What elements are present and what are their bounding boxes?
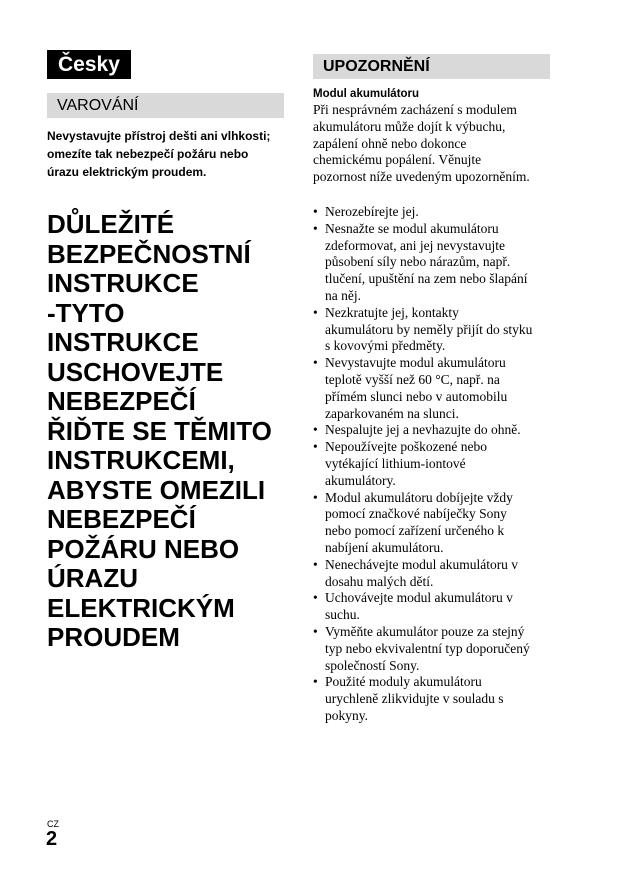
bullet-line: suchu. (325, 607, 360, 623)
bullet-line: • Vyměňte akumulátor pouze za stejný (325, 623, 525, 639)
bullet-line: • Použité moduly akumulátoru (325, 674, 482, 690)
bullet-line: akumulátoru by neměly přijít do styku (325, 321, 533, 337)
bullet-line: • Nespalujte jej a nevhazujte do ohně. (325, 422, 521, 438)
bullet-line: • Nepoužívejte poškozené nebo (325, 439, 487, 455)
heading-line: INSTRUKCE (47, 327, 199, 357)
language-tab: Česky (47, 50, 131, 79)
caution-bullet (313, 355, 558, 422)
bullet-line: urychleně zlikvidujte v souladu s (325, 691, 504, 707)
heading-line: ÚRAZU (47, 563, 138, 593)
intro-line: akumulátoru může dojít k výbuchu, (313, 118, 506, 134)
bullet-line: • Modul akumulátoru dobíjejte vždy (325, 489, 513, 505)
caution-bullet (313, 439, 558, 489)
bullet-line: dosahu malých dětí. (325, 573, 434, 589)
warning-text: Nevystavujte přístroj dešti ani vlhkosti; omezíte tak nebezpečí požáru nebo úrazu elektrickým proudem. (47, 129, 271, 179)
caution-bullet (313, 590, 558, 624)
safety-heading (47, 210, 292, 653)
intro-line: zapálení ohně nebo dokonce (313, 135, 467, 151)
bullet-line: společností Sony. (325, 657, 420, 673)
heading-line: POŽÁRU NEBO (47, 533, 240, 564)
heading-line: INSTRUKCE (47, 268, 199, 298)
caution-bullet (313, 624, 558, 674)
bullet-line: zaparkovaném na slunci. (325, 405, 459, 421)
bullet-line: typ nebo ekvivalentní typ doporučený (325, 640, 530, 656)
bullet-line: nebo pomocí zařízení určeného k (325, 523, 505, 539)
bullet-line: nabíjení akumulátoru. (325, 539, 444, 555)
bullet-line: akumulátory. (325, 472, 396, 488)
bullet-line: • Nerozebírejte jej. (325, 203, 419, 219)
caution-intro (313, 102, 558, 186)
bullet-line: pokyny. (325, 707, 368, 723)
bullet-line: působení síly nebo nárazům, např. (325, 254, 511, 270)
caution-bullet (313, 557, 558, 591)
heading-line: ŘIĎTE SE TĚMITO (47, 415, 272, 446)
heading-line: ELEKTRICKÝM (47, 592, 235, 623)
intro-line: chemickému popálení. Věnujte (313, 152, 482, 168)
warning-label-bar: VAROVÁNÍ (47, 93, 284, 118)
heading-line: -TYTO (47, 297, 125, 328)
bullet-line: vytékající lithium-iontové (325, 455, 466, 471)
bullet-line: • Nenechávejte modul akumulátoru v (325, 556, 519, 572)
heading-line: INSTRUKCEMI, (47, 445, 235, 475)
bullet-line: tlučení, upuštění na zem nebo šlapání (325, 271, 528, 287)
bullet-line: zdeformovat, ani jej nevystavujte (325, 237, 505, 253)
page-number: 2 (46, 828, 58, 850)
bullet-line: • Uchovávejte modul akumulátoru v (325, 590, 513, 606)
caution-bullet (313, 490, 558, 557)
caution-bullet (313, 674, 558, 724)
intro-line: pozornost níže uvedeným upozorněním. (313, 169, 530, 185)
heading-line: DŮLEŽITÉ (47, 209, 175, 239)
bullet-line: na něj. (325, 287, 361, 303)
battery-subtitle: Modul akumulátoru (313, 88, 420, 100)
bullet-line: • Nezkratujte jej, kontakty (325, 304, 459, 320)
heading-line: NEBEZPEČÍ (47, 386, 196, 416)
page-language-code: CZ (47, 819, 59, 829)
heading-line: ABYSTE OMEZILI (47, 474, 266, 505)
caution-bullet (313, 422, 558, 439)
bullet-line: • Nevystavujte modul akumulátoru (325, 355, 506, 371)
heading-line: USCHOVEJTE (47, 356, 224, 387)
heading-line: PROUDEM (47, 622, 180, 652)
caution-label-bar: UPOZORNĚNÍ (313, 54, 550, 79)
heading-line: BEZPEČNOSTNÍ (47, 238, 251, 269)
caution-bullet-list (313, 204, 558, 725)
intro-line: Při nesprávném zacházení s modulem (313, 102, 517, 117)
caution-bullet (313, 204, 558, 221)
bullet-line: teplotě vyšší než 60 °C, např. na (325, 371, 500, 387)
bullet-line: pomocí značkové nabíječky Sony (325, 506, 507, 522)
bullet-line: přímém slunci nebo v automobilu (325, 388, 508, 404)
caution-section (313, 86, 558, 725)
bullet-line: • Nesnažte se modul akumulátoru (325, 220, 499, 236)
caution-bullet (313, 221, 558, 305)
bullet-line: s kovovými předměty. (325, 338, 446, 354)
heading-line: NEBEZPEČÍ (47, 504, 196, 534)
caution-bullet (313, 305, 558, 355)
